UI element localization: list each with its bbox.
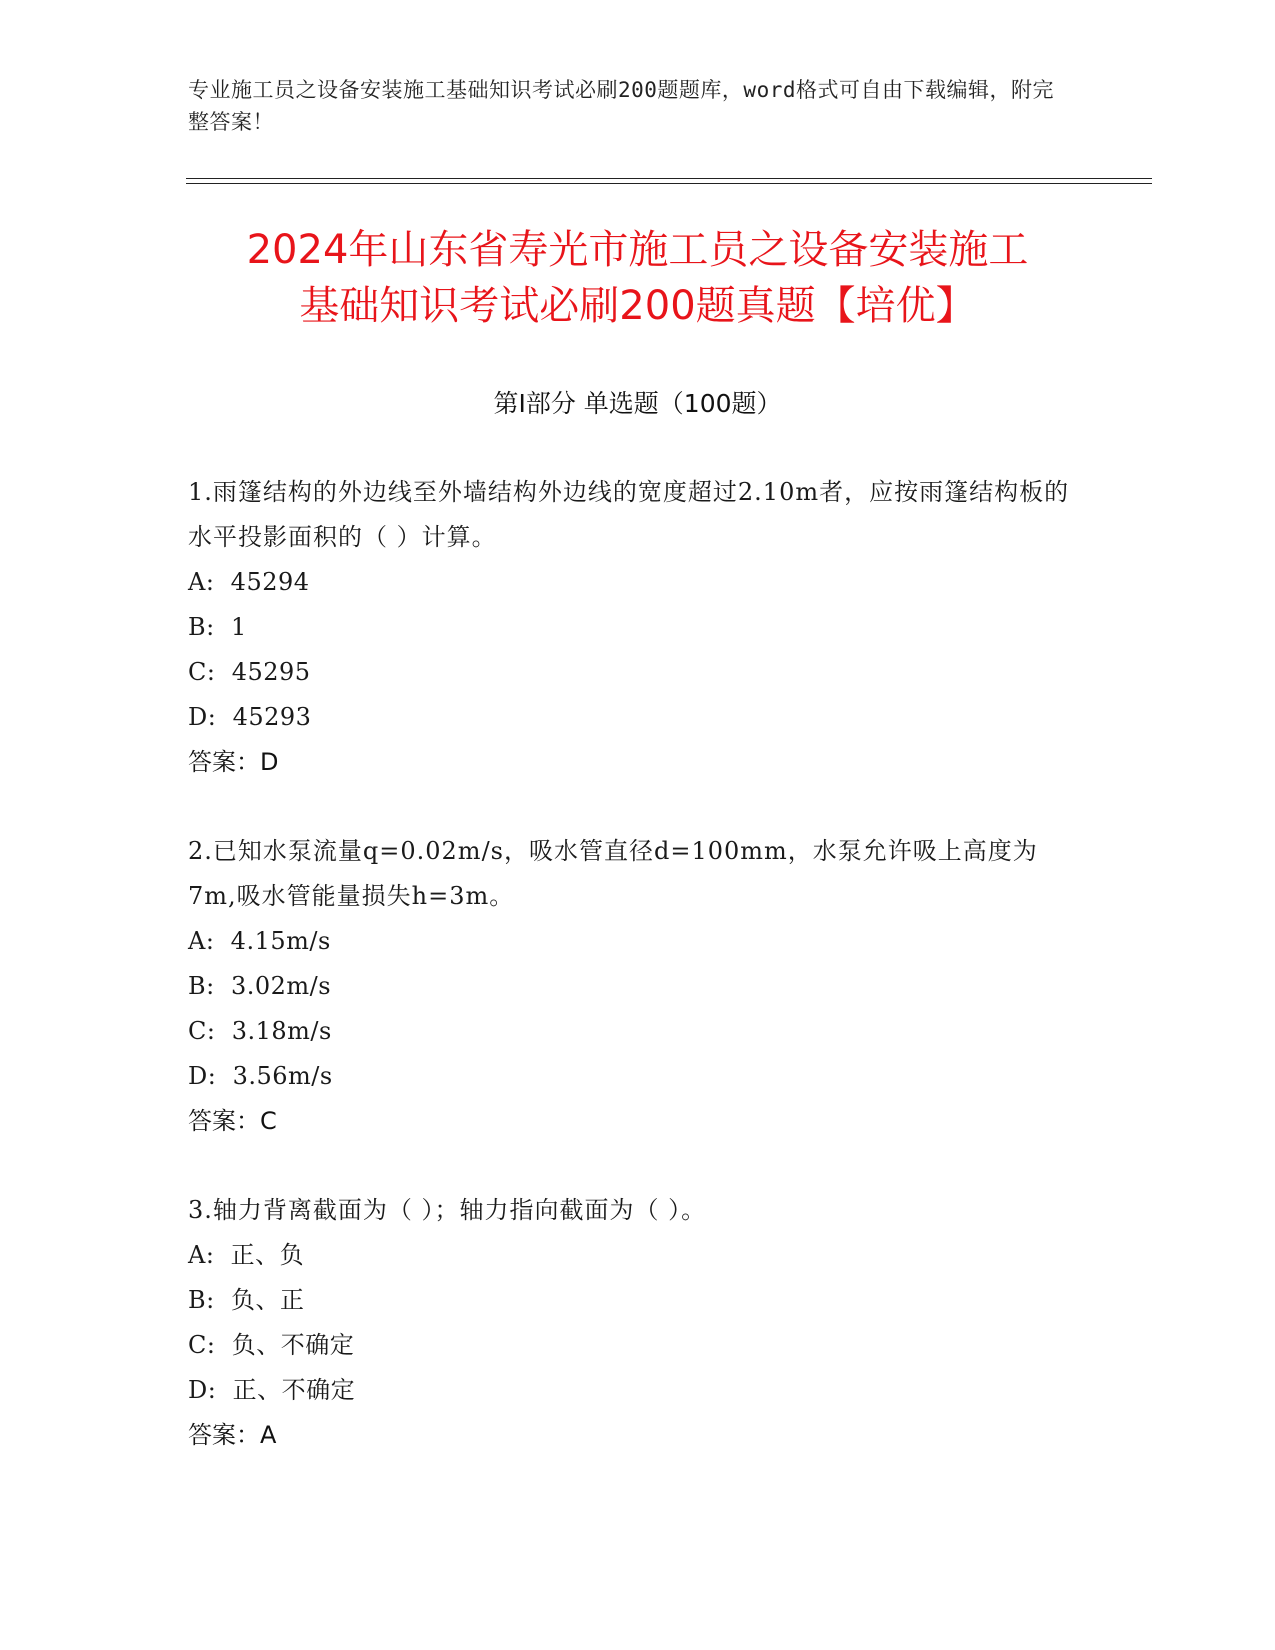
option-b: B: 1: [188, 613, 247, 641]
option-b: B: 3.02m/s: [188, 972, 332, 1000]
question-3: [188, 1188, 1078, 1458]
answer-line: 答案：C: [188, 1107, 277, 1135]
option-d: D: 正、不确定: [188, 1376, 356, 1404]
option-a: A: 正、负: [188, 1241, 305, 1269]
header-divider-bottom: [186, 183, 1152, 184]
option-c: C: 45295: [188, 658, 311, 686]
header-divider-top: [186, 178, 1152, 179]
header-note: 专业施工员之设备安装施工基础知识考试必刷200题题库，word格式可自由下载编辑，附完整答案！: [188, 78, 1054, 134]
option-d: D: 45293: [188, 703, 312, 731]
question-1: [188, 470, 1078, 785]
answer-line: 答案：A: [188, 1421, 277, 1449]
question-stem: 3.轴力背离截面为（ ）；轴力指向截面为（ ）。: [188, 1196, 707, 1224]
section-heading: 第I部分 单选题（100题）: [493, 389, 782, 418]
document-title: [150, 222, 1125, 334]
question-stem: 2.已知水泵流量q=0.02m/s，吸水管直径d=100mm，水泵允许吸上高度为7m,吸水管能量损失h=3m。: [188, 837, 1038, 910]
question-2: [188, 829, 1078, 1144]
option-d: D: 3.56m/s: [188, 1062, 333, 1090]
question-list: [188, 470, 1078, 1502]
document-title-line-1: 2024年山东省寿光市施工员之设备安装施工: [246, 227, 1029, 273]
document-title-line-2: 基础知识考试必刷200题真题【培优】: [299, 283, 976, 329]
option-b: B: 负、正: [188, 1286, 305, 1314]
option-c: C: 负、不确定: [188, 1331, 355, 1359]
question-stem: 1.雨篷结构的外边线至外墙结构外边线的宽度超过2.10m者，应按雨篷结构板的水平投影面积的（ ）计算。: [188, 478, 1070, 551]
option-a: A: 45294: [188, 568, 310, 596]
answer-line: 答案：D: [188, 748, 279, 776]
option-c: C: 3.18m/s: [188, 1017, 332, 1045]
option-a: A: 4.15m/s: [188, 927, 331, 955]
